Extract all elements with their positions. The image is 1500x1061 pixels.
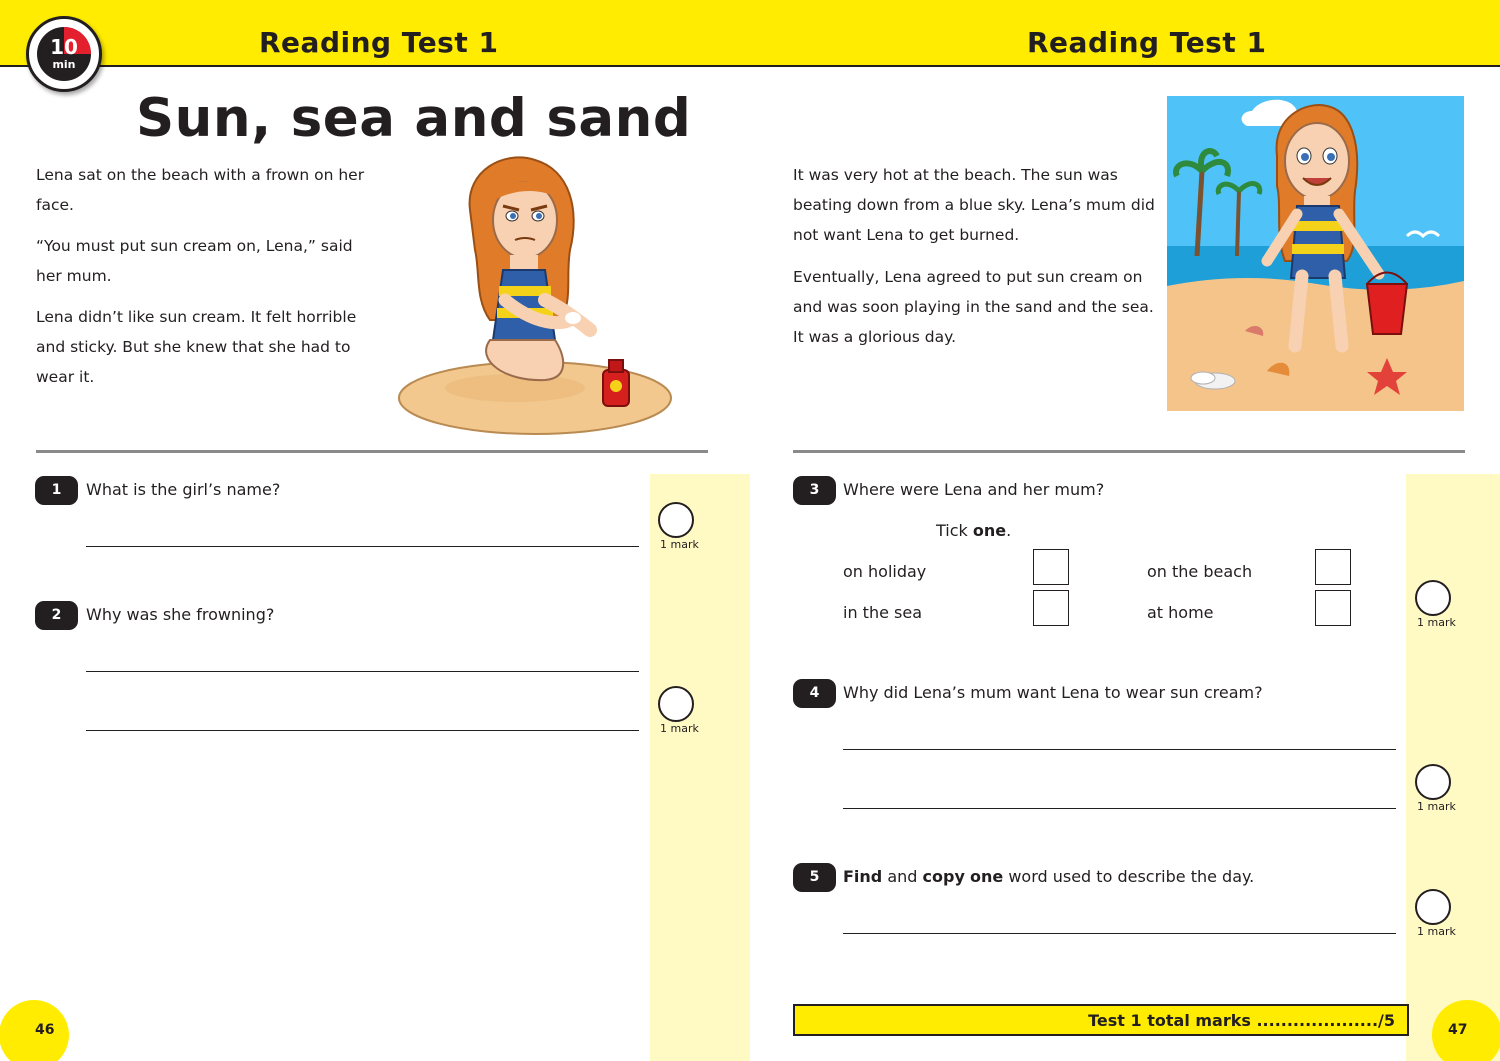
- question-3-badge: 3: [793, 476, 836, 505]
- question-3-instruction: [936, 521, 1011, 540]
- girl-on-beach-with-bucket-illustration: [1167, 96, 1464, 411]
- left-paragraph-3: [36, 302, 356, 392]
- text-line: her mum.: [36, 267, 112, 285]
- instruction-suffix: .: [1006, 521, 1012, 540]
- right-paragraph-2: [793, 262, 1154, 352]
- option-in-the-sea-label: in the sea: [843, 603, 922, 622]
- question-4-mark-circle[interactable]: [1415, 764, 1451, 800]
- question-2-answer-line-1[interactable]: [86, 671, 639, 672]
- right-divider: [793, 450, 1465, 453]
- left-divider: [36, 450, 708, 453]
- header-band: [0, 0, 1500, 67]
- text-line: Eventually, Lena agreed to put sun cream on: [793, 268, 1143, 286]
- text-line: “You must put sun cream on, Lena,” said: [36, 237, 353, 255]
- story-title: Sun, sea and sand: [136, 88, 692, 149]
- question-4-text: Why did Lena’s mum want Lena to wear sun cream?: [843, 683, 1263, 702]
- question-3-mark-label: 1 mark: [1417, 616, 1456, 629]
- question-1-mark-circle[interactable]: [658, 502, 694, 538]
- text-line: face.: [36, 196, 74, 214]
- question-5-text: [843, 867, 1254, 886]
- question-4-answer-line-2[interactable]: [843, 808, 1396, 809]
- question-4-badge: 4: [793, 679, 836, 708]
- option-in-the-sea-checkbox[interactable]: [1033, 590, 1069, 626]
- left-header-title: Reading Test 1: [259, 26, 499, 59]
- option-on-the-beach-label: on the beach: [1147, 562, 1253, 581]
- timer-unit: min: [52, 58, 76, 71]
- q5-and: and: [882, 867, 923, 886]
- question-1-mark-label: 1 mark: [660, 538, 699, 551]
- option-on-the-beach-checkbox[interactable]: [1315, 549, 1351, 585]
- face: [1285, 123, 1349, 199]
- girl-applying-sun-cream-illustration: [395, 150, 680, 440]
- left-paragraph-1: [36, 160, 364, 220]
- option-on-holiday-label: on holiday: [843, 562, 927, 581]
- question-5-answer-line[interactable]: [843, 933, 1396, 934]
- text-line: beating down from a blue sky. Lena’s mum did: [793, 196, 1155, 214]
- right-paragraph-1: [793, 160, 1155, 250]
- question-5-badge: 5: [793, 863, 836, 892]
- text-line: It was a glorious day.: [793, 328, 957, 346]
- question-2-answer-line-2[interactable]: [86, 730, 639, 731]
- total-marks-bar: [793, 1004, 1409, 1036]
- left-page-number: [0, 1000, 69, 1061]
- q5-one: one: [970, 867, 1004, 886]
- instruction-emphasis: one: [972, 521, 1007, 540]
- option-on-holiday-checkbox[interactable]: [1033, 549, 1069, 585]
- timer-face: [37, 27, 91, 81]
- q5-find: Find: [843, 867, 883, 886]
- question-1-text: What is the girl’s name?: [86, 480, 281, 499]
- question-4-answer-line-1[interactable]: [843, 749, 1396, 750]
- right-page-number-text: 47: [1448, 1022, 1468, 1038]
- question-2-mark-label: 1 mark: [660, 722, 699, 735]
- left-mark-column: [650, 474, 750, 1061]
- question-3-mark-circle[interactable]: [1415, 580, 1451, 616]
- instruction-prefix: Tick: [936, 521, 973, 540]
- stopwatch-icon: [26, 16, 102, 92]
- text-line: and sticky. But she knew that she had to: [36, 338, 351, 356]
- right-page-number: [1432, 1000, 1500, 1061]
- text-line: wear it.: [36, 368, 95, 386]
- question-5-mark-circle[interactable]: [1415, 889, 1451, 925]
- q5-copy: copy: [922, 867, 965, 886]
- text-line: not want Lena to get burned.: [793, 226, 1020, 244]
- text-line: It was very hot at the beach. The sun was: [793, 166, 1118, 184]
- question-2-text: Why was she frowning?: [86, 605, 275, 624]
- option-at-home-checkbox[interactable]: [1315, 590, 1351, 626]
- text-line: Lena didn’t like sun cream. It felt horrible: [36, 308, 357, 326]
- total-marks-text: Test 1 total marks ..................../5: [1088, 1011, 1395, 1030]
- question-3-text: Where were Lena and her mum?: [843, 480, 1105, 499]
- question-2-mark-circle[interactable]: [658, 686, 694, 722]
- question-2-badge: 2: [35, 601, 78, 630]
- question-1-answer-line[interactable]: [86, 546, 639, 547]
- question-5-mark-label: 1 mark: [1417, 925, 1456, 938]
- left-paragraph-2: [36, 231, 353, 291]
- right-header-title: Reading Test 1: [1027, 26, 1267, 59]
- right-mark-column: [1406, 474, 1500, 1061]
- timer-value: 10: [50, 35, 78, 59]
- question-1-badge: 1: [35, 476, 78, 505]
- bucket: [1367, 284, 1407, 334]
- text-line: and was soon playing in the sand and the sea.: [793, 298, 1154, 316]
- question-4-mark-label: 1 mark: [1417, 800, 1456, 813]
- option-at-home-label: at home: [1147, 603, 1214, 622]
- left-page-number-text: 46: [35, 1022, 55, 1038]
- q5-rest: word used to describe the day.: [1003, 867, 1255, 886]
- sand: [1167, 278, 1464, 411]
- text-line: Lena sat on the beach with a frown on her: [36, 166, 365, 184]
